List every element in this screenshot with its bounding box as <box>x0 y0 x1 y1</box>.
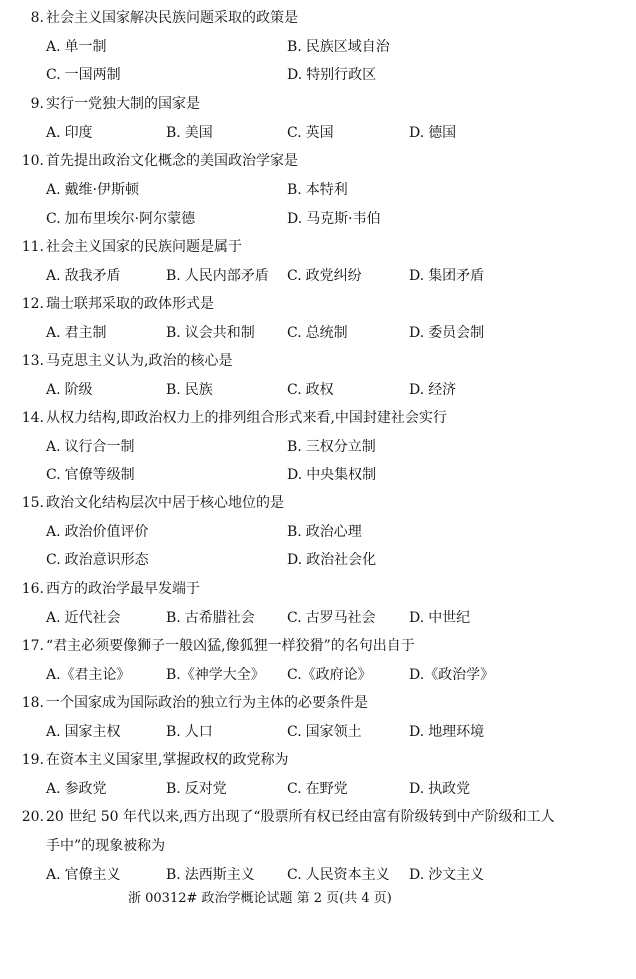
question-text: 在资本主义国家里,掌握政权的政党称为 <box>46 752 289 768</box>
option-letter: B. <box>287 439 302 455</box>
option-letter: A. <box>46 125 61 141</box>
option-letter: B. <box>287 39 302 55</box>
question-text: 20 世纪 50 年代以来,西方出现了“股票所有权已经由富有阶级转到中产阶级和工人 <box>46 809 555 825</box>
option-text: 国家主权 <box>64 724 121 740</box>
option-d <box>409 381 456 399</box>
option-letter: A. <box>46 382 61 398</box>
option-letter: A. <box>46 439 61 455</box>
option-text: 政治意识形态 <box>64 552 149 568</box>
option-text: 古希腊社会 <box>184 610 255 626</box>
option-text: 人民资本主义 <box>305 867 390 883</box>
option-letter: C. <box>46 552 61 568</box>
option-c <box>287 267 362 285</box>
option-b <box>166 723 213 741</box>
option-b <box>166 381 213 399</box>
option-text: 政党纠纷 <box>305 268 362 284</box>
question-18-stem <box>20 694 368 712</box>
option-text: 政治社会化 <box>306 552 377 568</box>
question-9-stem <box>20 95 200 113</box>
option-c <box>287 124 334 142</box>
option-letter: C. <box>46 67 61 83</box>
option-text: 英国 <box>305 125 334 141</box>
question-15-stem <box>20 494 284 512</box>
option-text: 加布里埃尔·阿尔蒙德 <box>64 211 196 227</box>
option-text: 三权分立制 <box>305 439 376 455</box>
option-text: 单一制 <box>64 39 107 55</box>
option-letter: D. <box>409 781 425 797</box>
question-number: 18. <box>21 695 44 711</box>
option-b <box>287 523 362 541</box>
question-16-stem <box>20 580 200 598</box>
option-letter: B. <box>166 724 181 740</box>
option-text: 阶级 <box>64 382 93 398</box>
question-text: 从权力结构,即政治权力上的排列组合形式来看,中国封建社会实行 <box>46 410 447 426</box>
question-number: 12. <box>21 296 44 312</box>
option-b <box>166 666 265 684</box>
option-letter: A. <box>46 268 61 284</box>
option-text: 敌我矛盾 <box>64 268 121 284</box>
option-text: 本特利 <box>305 182 348 198</box>
option-letter: C. <box>287 125 302 141</box>
option-d <box>409 866 484 884</box>
option-a <box>46 267 121 285</box>
question-number: 17. <box>21 638 44 654</box>
option-text: 执政党 <box>428 781 471 797</box>
option-d <box>409 780 470 798</box>
option-letter: B. <box>166 667 181 683</box>
question-text: 实行一党独大制的国家是 <box>46 96 200 112</box>
option-text: 马克斯·韦伯 <box>306 211 381 227</box>
question-number: 20. <box>21 809 44 825</box>
option-d <box>409 723 484 741</box>
option-letter: B. <box>166 125 181 141</box>
option-letter: D. <box>409 610 425 626</box>
option-a <box>46 780 107 798</box>
question-12-stem <box>20 295 214 313</box>
option-c <box>287 866 390 884</box>
option-text: 德国 <box>428 125 457 141</box>
option-b <box>287 38 390 56</box>
option-a <box>46 181 139 199</box>
option-b <box>166 609 255 627</box>
option-letter: D. <box>287 67 303 83</box>
question-19-stem <box>20 751 288 769</box>
option-text: 议行合一制 <box>64 439 135 455</box>
option-a <box>46 666 131 684</box>
option-letter: C. <box>287 781 302 797</box>
option-letter: D. <box>409 867 425 883</box>
question-text: 马克思主义认为,政治的核心是 <box>46 353 233 369</box>
option-text: 政权 <box>305 382 334 398</box>
option-c <box>46 466 135 484</box>
option-d <box>409 267 484 285</box>
option-letter: C. <box>46 467 61 483</box>
option-b <box>166 124 213 142</box>
question-13-stem <box>20 352 232 370</box>
option-letter: C. <box>287 268 302 284</box>
option-letter: D. <box>409 724 425 740</box>
option-b <box>287 181 348 199</box>
question-number: 13. <box>21 353 44 369</box>
option-text: 官僚主义 <box>64 867 121 883</box>
option-a <box>46 866 121 884</box>
option-text: 一国两制 <box>64 67 121 83</box>
question-text: 社会主义国家解决民族问题采取的政策是 <box>46 10 298 26</box>
option-letter: D. <box>409 325 425 341</box>
option-text: 印度 <box>64 125 93 141</box>
question-text: “君主必须要像狮子一般凶猛,像狐狸一样狡猾”的名句出自于 <box>46 638 415 654</box>
option-text: 民族区域自治 <box>305 39 390 55</box>
option-a <box>46 324 107 342</box>
question-number: 19. <box>21 752 44 768</box>
option-text: 国家领土 <box>305 724 362 740</box>
option-letter: A. <box>46 781 61 797</box>
option-letter: B. <box>166 325 181 341</box>
option-c <box>46 551 149 569</box>
option-letter: D. <box>409 667 425 683</box>
option-text: 政治心理 <box>305 524 362 540</box>
option-text: 民族 <box>184 382 213 398</box>
question-8-stem <box>20 9 298 27</box>
option-d <box>287 210 381 228</box>
option-text: 反对党 <box>184 781 227 797</box>
option-text: 官僚等级制 <box>64 467 135 483</box>
option-a <box>46 609 121 627</box>
option-letter: B. <box>166 382 181 398</box>
option-letter: A. <box>46 39 61 55</box>
question-10-stem <box>20 152 298 170</box>
option-text: 委员会制 <box>428 325 485 341</box>
option-text: 议会共和制 <box>184 325 255 341</box>
option-letter: C. <box>287 610 302 626</box>
option-b <box>166 780 227 798</box>
option-letter: B. <box>287 182 302 198</box>
option-a <box>46 381 93 399</box>
option-letter: C. <box>287 325 302 341</box>
question-number: 16. <box>21 581 44 597</box>
option-letter: A. <box>46 610 61 626</box>
option-letter: A. <box>46 867 61 883</box>
page-footer: 浙 00312# 政治学概论试题 第 2 页(共 4 页) <box>128 891 392 906</box>
option-a <box>46 723 121 741</box>
option-letter: B. <box>166 268 181 284</box>
option-letter: D. <box>409 125 425 141</box>
question-number: 8. <box>30 10 44 26</box>
option-d <box>287 66 376 84</box>
option-letter: D. <box>409 268 425 284</box>
question-text: 首先提出政治文化概念的美国政治学家是 <box>46 153 298 169</box>
option-text: 人民内部矛盾 <box>184 268 269 284</box>
question-text: 社会主义国家的民族问题是属于 <box>46 239 242 255</box>
option-d <box>409 324 484 342</box>
option-text: 《政府论》 <box>301 667 372 683</box>
option-letter: A. <box>46 182 61 198</box>
option-d <box>409 666 494 684</box>
option-c <box>46 210 195 228</box>
option-letter: C. <box>287 667 302 683</box>
option-text: 近代社会 <box>64 610 121 626</box>
option-text: 古罗马社会 <box>305 610 376 626</box>
question-number: 10. <box>21 153 44 169</box>
option-text: 总统制 <box>305 325 348 341</box>
option-text: 美国 <box>184 125 213 141</box>
option-letter: B. <box>287 524 302 540</box>
question-text: 西方的政治学最早发端于 <box>46 581 200 597</box>
option-letter: C. <box>46 211 61 227</box>
option-text: 政治价值评价 <box>64 524 149 540</box>
question-17-stem <box>20 637 415 655</box>
option-letter: C. <box>287 382 302 398</box>
option-text: 在野党 <box>305 781 348 797</box>
option-d <box>409 124 456 142</box>
question-14-stem <box>20 409 447 427</box>
option-letter: A. <box>46 724 61 740</box>
question-text: 一个国家成为国际政治的独立行为主体的必要条件是 <box>46 695 368 711</box>
option-text: 中央集权制 <box>306 467 377 483</box>
option-d <box>287 466 376 484</box>
option-text: 《政治学》 <box>424 667 495 683</box>
option-letter: B. <box>166 867 181 883</box>
option-c <box>287 666 372 684</box>
option-b <box>166 866 255 884</box>
option-letter: A. <box>46 325 61 341</box>
option-c <box>287 381 334 399</box>
option-c <box>287 780 348 798</box>
option-text: 《神学大全》 <box>180 667 265 683</box>
option-c <box>287 609 376 627</box>
question-20-stem-continued: 手中”的现象被称为 <box>46 838 166 854</box>
question-text: 政治文化结构层次中居于核心地位的是 <box>46 495 284 511</box>
option-b <box>166 324 255 342</box>
question-11-stem <box>20 238 242 256</box>
option-d <box>287 551 376 569</box>
option-letter: A. <box>46 524 61 540</box>
question-number: 15. <box>21 495 44 511</box>
option-letter: D. <box>287 552 303 568</box>
option-text: 沙文主义 <box>428 867 485 883</box>
option-text: 君主制 <box>64 325 107 341</box>
option-text: 《君主论》 <box>60 667 131 683</box>
question-number: 9. <box>30 96 44 112</box>
option-c <box>287 324 348 342</box>
question-20-stem <box>20 808 555 826</box>
option-text: 经济 <box>428 382 457 398</box>
option-letter: C. <box>287 867 302 883</box>
option-a <box>46 438 135 456</box>
option-a <box>46 523 149 541</box>
option-text: 人口 <box>184 724 213 740</box>
option-a <box>46 38 107 56</box>
option-c <box>287 723 362 741</box>
option-text: 集团矛盾 <box>428 268 485 284</box>
option-text: 中世纪 <box>428 610 471 626</box>
option-c <box>46 66 121 84</box>
option-b <box>287 438 376 456</box>
option-text: 戴维·伊斯顿 <box>64 182 140 198</box>
option-text: 参政党 <box>64 781 107 797</box>
option-letter: B. <box>166 610 181 626</box>
option-d <box>409 609 470 627</box>
option-letter: D. <box>409 382 425 398</box>
option-letter: D. <box>287 467 303 483</box>
option-letter: A. <box>46 667 61 683</box>
option-text: 法西斯主义 <box>184 867 255 883</box>
option-text: 地理环境 <box>428 724 485 740</box>
question-number: 14. <box>21 410 44 426</box>
option-letter: C. <box>287 724 302 740</box>
question-number: 11. <box>21 239 44 255</box>
option-b <box>166 267 269 285</box>
question-text: 瑞士联邦采取的政体形式是 <box>46 296 214 312</box>
option-letter: D. <box>287 211 303 227</box>
option-a <box>46 124 93 142</box>
option-letter: B. <box>166 781 181 797</box>
option-text: 特别行政区 <box>306 67 377 83</box>
